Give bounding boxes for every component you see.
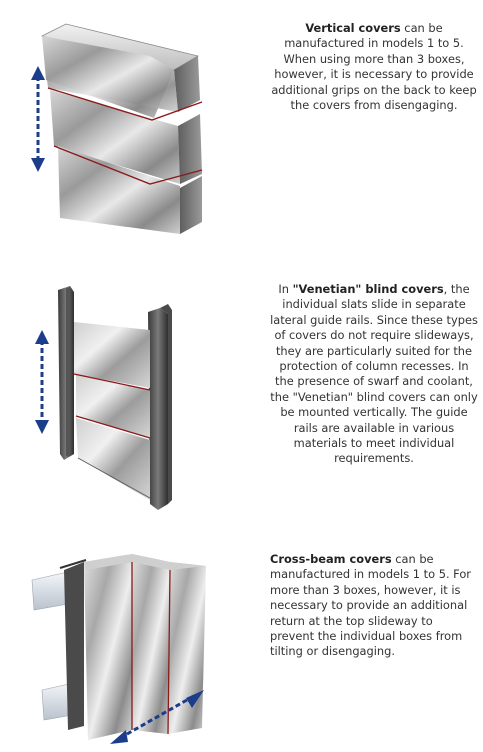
vertical-cover-illustration: [20, 8, 220, 248]
venetian-blind-covers-heading: "Venetian" blind covers: [292, 282, 444, 296]
vertical-covers-description: [270, 21, 478, 113]
vertical-covers-body: can be manufactured in models 1 to 5. When using more than 3 boxes, however, it is necessary to provide additional grips on the back to keep the covers from disengaging.: [271, 21, 477, 113]
venetian-blind-covers-body: , the individual slats slide in separate lateral guide rails. Since these types of covers do not require slideways, they are particularly suited for the protection of column recesses. In the presence of swarf and coolant, the "Venetian" blind covers can only be mounted vertically. The guide rails are available in various materials to meet individual requirements.: [270, 282, 478, 466]
vertical-cover-icon: [20, 8, 220, 248]
vertical-covers-section: [0, 0, 483, 250]
vertical-covers-heading: Vertical covers: [305, 21, 401, 35]
vertical-arrow-icon: [35, 330, 49, 434]
venetian-lead-text: In: [278, 282, 293, 296]
cross-beam-covers-body: can be manufactured in models 1 to 5. For more than 3 boxes, however, it is necessary to provide an additional return at the top slideway to prevent the individual boxes from tilting or disengaging.: [270, 552, 471, 659]
cross-beam-cover-icon: [20, 540, 230, 750]
venetian-blind-covers-description: [270, 282, 478, 467]
vertical-arrow-icon: [31, 66, 45, 172]
cross-beam-covers-heading: Cross-beam covers: [270, 552, 392, 566]
cross-beam-covers-section: [0, 540, 483, 752]
cross-beam-cover-illustration: [20, 540, 230, 750]
cross-beam-covers-description: [270, 552, 478, 660]
venetian-blind-covers-section: [0, 270, 483, 530]
venetian-blind-cover-icon: [20, 278, 220, 528]
venetian-blind-cover-illustration: [20, 278, 220, 528]
